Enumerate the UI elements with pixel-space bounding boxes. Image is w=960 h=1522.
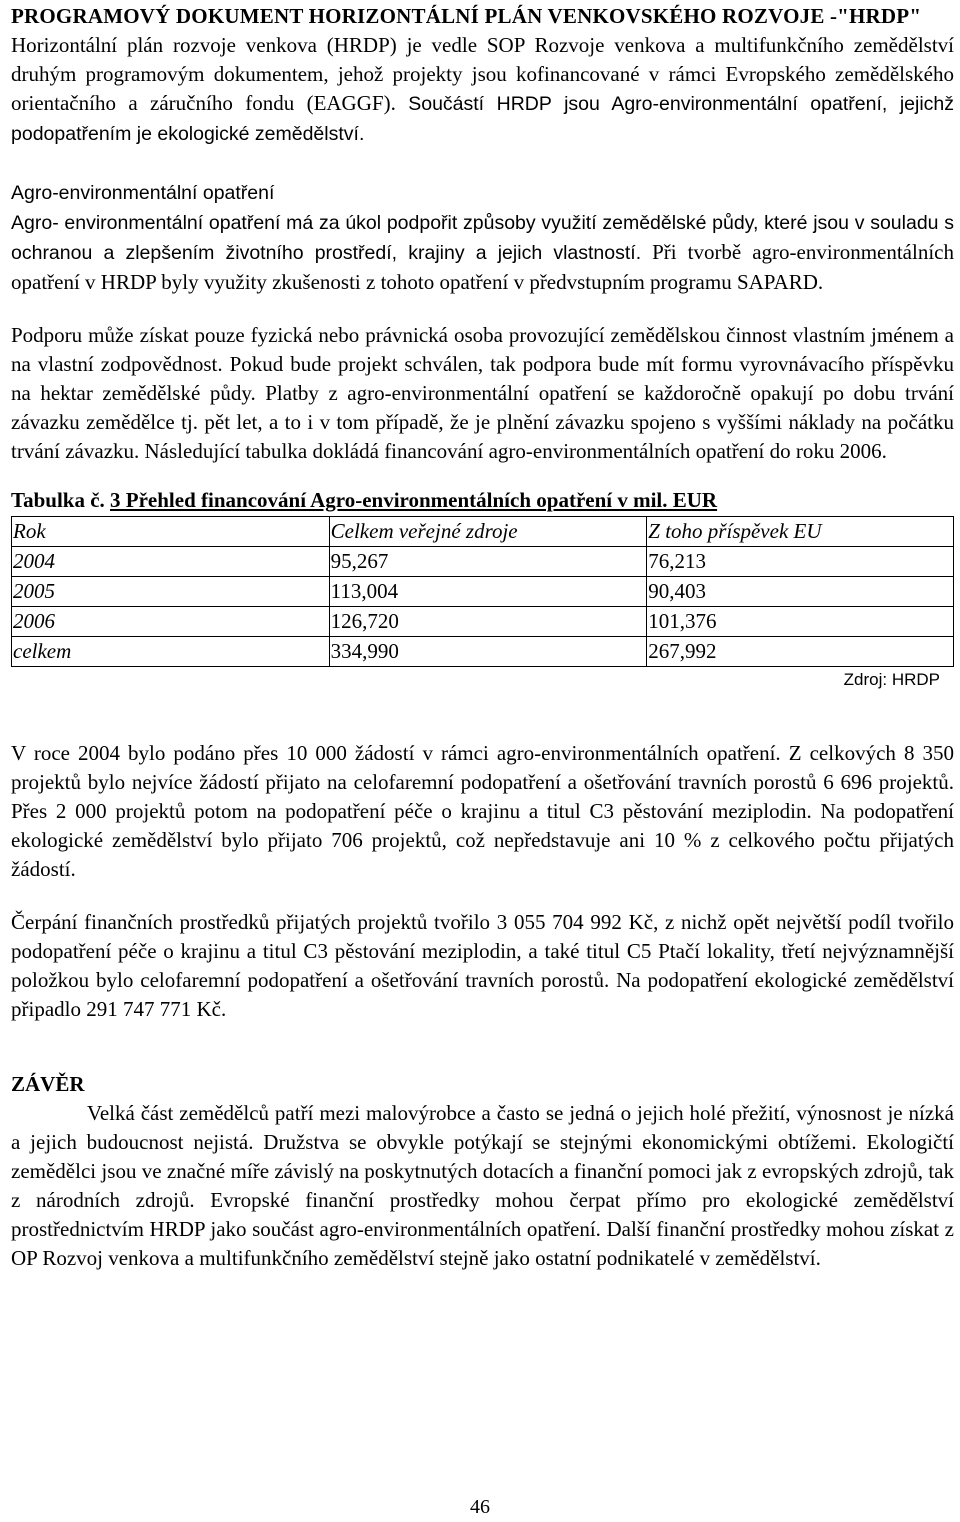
table-cell-eu: 76,213 — [647, 547, 954, 577]
table-cell-year: 2004 — [12, 547, 330, 577]
document-page — [11, 2, 954, 1273]
table-cell-public: 95,267 — [329, 547, 647, 577]
support-paragraph: Podporu může získat pouze fyzická nebo právnická osoba provozující zemědělskou činnost vlastním jménem a na vlastní zodpovědnost. Pokud bude projekt schválen, tak podpora bude mít formu vyrovnávacího příspěvku na hektar zemědělské půdy. Platby z agro-environmentální opatření se každoročně opakují po dobu trvání závazku zemědělce tj. pět let, a to i v tom případě, že je plnění závazku spojeno s vyššími náklady na počátku trvání závazku. Následující tabulka dokládá financování agro-environmentálních opatření do roku 2006. — [11, 323, 954, 463]
agro-paragraph — [11, 208, 954, 297]
table-header-cell: Z toho příspěvek EU — [647, 517, 954, 547]
intro-paragraph-part-2: Součástí HRDP jsou Agro-environmentální opatření, jejichž podopatřením je ekologické zemědělství. — [11, 93, 955, 145]
table-cell-year: 2005 — [12, 577, 330, 607]
table-header-row — [12, 517, 954, 547]
table-row — [12, 637, 954, 667]
intro-paragraph-part-1: Horizontální plán rozvoje venkova (HRDP) je vedle SOP Rozvoje venkova a multifunkčního zemědělství druhým programovým dokumentem, jehož projekty jsou kofinancované v rámci Evropského zemědělského orientačního a záručního fondu (EAGGF). — [11, 33, 954, 115]
table-cell-eu: 267,992 — [647, 637, 954, 667]
table-cell-year: 2006 — [12, 607, 330, 637]
agro-paragraph-part-2: Při tvorbě agro-environmentálních opatření v HRDP byly využity zkušenosti z tohoto opatření v předvstupním programu SAPARD. — [11, 240, 954, 294]
agro-paragraph-part-1: Agro- environmentální opatření má za úkol podpořit způsoby využití zemědělské půdy, které jsou v souladu s ochranou a zlepšením životního prostředí, krajiny a jejich vlastností. — [11, 212, 954, 264]
conclusion-paragraph: Velká část zemědělců patří mezi malovýrobce a často se jedná o jejich holé přežití, výnosnost je nízká a jejich budoucnost nejistá. Družstva se obvykle potýkají se stejnými ekonomickými obtížemi. Ekologičtí zemědělci jsou ve značné míře závislý na poskytnutých dotacích a finanční pomoci jak z evropských zdrojů, tak z národních zdrojů. Evropské finanční prostředky mohou čerpat přímo pro ekologické zemědělství prostřednictvím HRDP jako součást agro-environmentálních opatření. Další finanční prostředky mohou získat z OP Rozvoj venkova a multifunkčního zemědělství stejně jako ostatní podnikatelé v zemědělství. — [11, 1101, 954, 1270]
table-cell-public: 126,720 — [329, 607, 647, 637]
table-row — [12, 577, 954, 607]
table-row — [12, 607, 954, 637]
paragraph-funds: Čerpání finančních prostředků přijatých projektů tvořilo 3 055 704 992 Kč, z nichž opět největší podíl tvořilo podopatření péče o krajinu a titul C3 pěstování meziplodin, a také titul C5 Ptačí lokality, třetí nejvýznamnější položkou bylo celofaremní podopatření a ošetřování travních porostů. Na podopatření ekologické zemědělství připadlo 291 747 771 Kč. — [11, 910, 954, 1021]
table-source: Zdroj: HRDP — [843, 670, 940, 689]
table-header-cell: Rok — [12, 517, 330, 547]
table-caption-label: Tabulka č. — [11, 488, 105, 512]
table-cell-eu: 90,403 — [647, 577, 954, 607]
table-row — [12, 547, 954, 577]
intro-paragraph — [11, 31, 954, 149]
table-caption — [11, 486, 954, 515]
document-title: PROGRAMOVÝ DOKUMENT HORIZONTÁLNÍ PLÁN VENKOVSKÉHO ROZVOJE -"HRDP" — [11, 4, 922, 28]
table-cell-public: 113,004 — [329, 577, 647, 607]
page-number: 46 — [470, 1496, 490, 1518]
financing-table — [11, 516, 954, 667]
table-cell-eu: 101,376 — [647, 607, 954, 637]
section-heading-agro: Agro-environmentální opatření — [11, 182, 275, 204]
paragraph-2004: V roce 2004 bylo podáno přes 10 000 žádostí v rámci agro-environmentálních opatření. Z celkových 8 350 projektů bylo nejvíce žádostí přijato na celofaremní podopatření a ošetřování travních porostů 6 696 projektů. Přes 2 000 projektů potom na podopatření péče o krajinu a titul C3 pěstování meziplodin. Na podopatření ekologické zemědělství bylo přijato 706 projektů, což nepředstavuje ani 10 % z celkového počtu přijatých žádostí. — [11, 741, 954, 881]
conclusion-heading: ZÁVĚR — [11, 1072, 85, 1096]
table-cell-year: celkem — [12, 637, 330, 667]
table-cell-public: 334,990 — [329, 637, 647, 667]
table-caption-text: 3 Přehled financování Agro-environmentálních opatření v mil. EUR — [110, 488, 718, 512]
table-header-cell: Celkem veřejné zdroje — [329, 517, 647, 547]
